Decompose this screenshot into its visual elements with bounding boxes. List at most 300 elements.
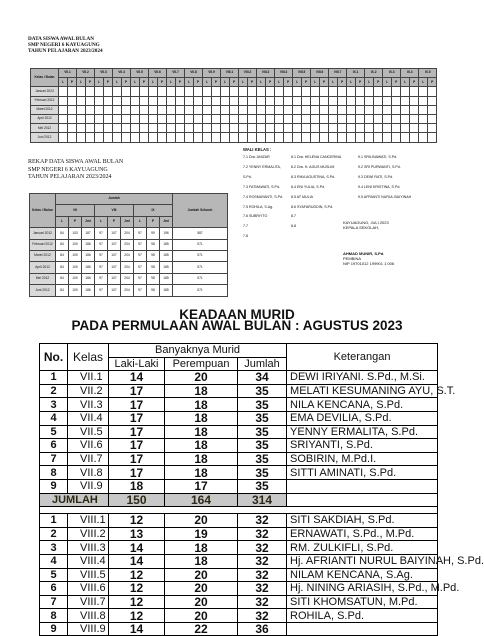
class-cell [140, 114, 149, 123]
rekap-value: 97 [134, 262, 147, 273]
class-cell [59, 124, 68, 133]
class-cell [86, 124, 95, 133]
class-cell [365, 87, 374, 96]
table-row [31, 114, 437, 123]
class-cell [365, 96, 374, 105]
row-kelas: VII.9 [68, 479, 109, 493]
class-cell [167, 96, 176, 105]
sub-header-p: P [356, 78, 365, 87]
header-jumlah: Jumlah [238, 357, 287, 371]
rekap-value: 107 [108, 285, 121, 296]
signature-nip: NIP 19701012 199901 1 006 [343, 261, 395, 266]
class-cell [149, 105, 158, 114]
class-cell [68, 96, 77, 105]
class-cell [95, 96, 104, 105]
class-cell [257, 124, 266, 133]
wali-entry: 7.8 [243, 234, 248, 239]
table-row [40, 595, 438, 609]
class-cell [239, 114, 248, 123]
class-header: VIII.7 [329, 69, 347, 78]
row-jumlah: 35 [238, 466, 287, 480]
class-cell [104, 105, 113, 114]
class-cell [428, 133, 437, 142]
jumlah-keterangan [287, 493, 438, 507]
class-cell [59, 105, 68, 114]
class-cell [113, 87, 122, 96]
class-cell [356, 124, 365, 133]
class-cell [122, 133, 131, 142]
rekap-sub-header: P [147, 216, 160, 227]
row-keterangan: DEWI IRIYANI. S.Pd., M.Si. [287, 371, 438, 385]
class-cell [257, 114, 266, 123]
sub-header-l: L [401, 78, 410, 87]
class-cell [257, 87, 266, 96]
rekap-sub-header: P [69, 216, 82, 227]
row-jumlah: 32 [238, 514, 287, 528]
class-cell [158, 96, 167, 105]
class-cell [302, 96, 311, 105]
class-cell [239, 105, 248, 114]
row-number: 2 [40, 527, 68, 541]
rekap-header [28, 159, 123, 182]
row-kelas: VIII.6 [68, 582, 109, 596]
class-cell [86, 96, 95, 105]
table-row [40, 582, 438, 596]
class-cell [248, 124, 257, 133]
class-cell [176, 96, 185, 105]
class-cell [266, 114, 275, 123]
row-laki: 17 [109, 425, 165, 439]
row-keterangan: EMA DEVILIA, S.Pd. [287, 411, 438, 425]
class-cell [383, 105, 392, 114]
row-number: 5 [40, 568, 68, 582]
wali-entry: 7.5 ROHILA, S.Ag. [243, 204, 274, 209]
class-cell [86, 133, 95, 142]
class-cell [140, 87, 149, 96]
row-laki: 12 [109, 514, 165, 528]
header-laki-laki: Laki-Laki [109, 357, 165, 371]
class-cell [302, 87, 311, 96]
class-header: VII.3 [95, 69, 113, 78]
class-cell [230, 87, 239, 96]
rekap-value: 186 [82, 273, 95, 284]
class-cell [311, 114, 320, 123]
class-cell [167, 124, 176, 133]
sub-header-p: P [302, 78, 311, 87]
class-cell [203, 114, 212, 123]
class-cell [347, 124, 356, 133]
sub-header-p: P [140, 78, 149, 87]
sub-header-l: L [167, 78, 176, 87]
class-header: VII.7 [167, 69, 185, 78]
class-cell [248, 114, 257, 123]
class-cell [68, 87, 77, 96]
class-cell [68, 114, 77, 123]
rekap-month: April 2012 [30, 262, 56, 273]
class-cell [77, 105, 86, 114]
class-cell [401, 96, 410, 105]
rekap-month: Januari 2012 [30, 228, 56, 239]
rekap-value: 97 [95, 250, 108, 261]
row-jumlah: 32 [238, 541, 287, 555]
class-cell [140, 124, 149, 133]
class-cell [86, 87, 95, 96]
row-number: 7 [40, 595, 68, 609]
wali-entry: 7.4 ROSMAYANTI, S.Pd. [243, 194, 284, 199]
table-row [40, 527, 438, 541]
spacer-row [40, 507, 438, 514]
month-label: Februari 2012 [31, 96, 59, 105]
wali-title: WALI KELAS : [243, 147, 272, 152]
class-cell [257, 96, 266, 105]
rekap-value: 185 [160, 250, 173, 261]
class-cell [140, 96, 149, 105]
class-cell [338, 87, 347, 96]
class-header: VIII.3 [257, 69, 275, 78]
row-keterangan: SOBIRIN, M.Pd.I. [287, 452, 438, 466]
table-row [31, 133, 437, 142]
row-kelas: VII.6 [68, 439, 109, 453]
class-cell [212, 105, 221, 114]
row-jumlah: 32 [238, 568, 287, 582]
class-cell [266, 87, 275, 96]
row-perempuan: 17 [165, 479, 238, 493]
month-label: Januari 2023 [31, 87, 59, 96]
class-cell [329, 133, 338, 142]
rekap-sub-header: Jml [121, 216, 134, 227]
rekap-value: 97 [134, 273, 147, 284]
table-row [40, 425, 438, 439]
class-cell [59, 87, 68, 96]
row-perempuan: 20 [165, 582, 238, 596]
rekap-value: 100 [69, 250, 82, 261]
header-perempuan: Perempuan [165, 357, 238, 371]
class-cell [131, 96, 140, 105]
table-row [40, 609, 438, 623]
class-header: VII.6 [149, 69, 167, 78]
row-laki: 12 [109, 609, 165, 623]
wali-entry: 8.6 SYAFARUDDIN, S.Pd. [291, 204, 334, 209]
row-jumlah: 32 [238, 609, 287, 623]
rekap-value: 185 [160, 273, 173, 284]
row-kelas: VIII.8 [68, 609, 109, 623]
row-number: 4 [40, 411, 68, 425]
rekap-value: 97 [134, 239, 147, 250]
class-cell [185, 87, 194, 96]
row-perempuan: 18 [165, 411, 238, 425]
sub-header-p: P [194, 78, 203, 87]
wali-entry: 7.2 YENNY ERMALITA, S.Pd. [243, 164, 281, 179]
class-cell [275, 133, 284, 142]
rekap-line1: REKAP DATA SISWA AWAL BULAN [28, 159, 124, 165]
row-laki: 14 [109, 541, 165, 555]
row-keterangan: NILAM KENCANA, S.Ag. [287, 568, 438, 582]
sub-header-p: P [104, 78, 113, 87]
row-jumlah: 35 [238, 384, 287, 398]
rekap-total-header: Jumlah Seluruh [173, 194, 228, 228]
rekap-line2: SMP NEGERI 6 KAYUAGUNG [28, 166, 108, 173]
sub-header-p: P [68, 78, 77, 87]
sub-header-l: L [113, 78, 122, 87]
row-laki: 12 [109, 568, 165, 582]
class-cell [320, 124, 329, 133]
class-cell [428, 114, 437, 123]
class-cell [104, 133, 113, 142]
class-cell [149, 87, 158, 96]
class-cell [95, 114, 104, 123]
row-keterangan [287, 479, 438, 493]
rekap-value: 571 [173, 262, 228, 273]
row-jumlah: 35 [238, 479, 287, 493]
row-number: 7 [40, 452, 68, 466]
class-header: VIII.4 [275, 69, 293, 78]
row-kelas: VII.5 [68, 425, 109, 439]
sub-header-l: L [95, 78, 104, 87]
table-row [31, 87, 437, 96]
wali-entry: 8.7 [291, 214, 296, 219]
class-cell [392, 96, 401, 105]
row-perempuan: 18 [165, 466, 238, 480]
class-cell [266, 124, 275, 133]
class-cell [428, 124, 437, 133]
row-keterangan: SITI SAKDIAH, S.Pd. [287, 514, 438, 528]
top-header [28, 36, 103, 55]
sub-header-p: P [212, 78, 221, 87]
class-cell [230, 96, 239, 105]
class-cell [221, 87, 230, 96]
class-cell [419, 87, 428, 96]
class-cell [374, 124, 383, 133]
row-perempuan: 18 [165, 541, 238, 555]
rekap-value: 98 [147, 285, 160, 296]
rekap-value: 100 [69, 285, 82, 296]
table-row [40, 466, 438, 480]
row-kelas: VIII.2 [68, 527, 109, 541]
rekap-value: 84 [56, 262, 69, 273]
table-row [30, 239, 228, 250]
row-keterangan: ERNAWATI, S.Pd., M.Pd. [287, 527, 438, 541]
header-banyaknya-murid: Banyaknya Murid [109, 344, 287, 358]
rekap-value: 97 [134, 250, 147, 261]
row-jumlah: 32 [238, 595, 287, 609]
row-keterangan: ROHILA, S.Pd. [287, 609, 438, 623]
class-cell [77, 96, 86, 105]
table-row [40, 371, 438, 385]
class-cell [410, 87, 419, 96]
class-cell [248, 96, 257, 105]
rekap-table [29, 193, 228, 297]
class-cell [311, 96, 320, 105]
class-cell [158, 87, 167, 96]
class-cell [401, 105, 410, 114]
class-cell [131, 105, 140, 114]
row-kelas: VIII.9 [68, 622, 109, 636]
row-number: 2 [40, 384, 68, 398]
class-cell [212, 87, 221, 96]
class-cell [410, 96, 419, 105]
row-keterangan: MELATI KESUMANING AYU, S.T. [287, 384, 438, 398]
row-laki: 12 [109, 595, 165, 609]
class-cell [392, 133, 401, 142]
class-cell [266, 96, 275, 105]
rekap-value: 84 [56, 285, 69, 296]
sub-header-p: P [230, 78, 239, 87]
sub-header-l: L [149, 78, 158, 87]
class-cell [374, 105, 383, 114]
class-cell [356, 96, 365, 105]
class-cell [329, 105, 338, 114]
class-cell [185, 114, 194, 123]
class-cell [185, 124, 194, 133]
class-cell [311, 87, 320, 96]
class-cell [167, 105, 176, 114]
class-cell [95, 105, 104, 114]
class-cell [347, 114, 356, 123]
rekap-value: 187 [82, 228, 95, 239]
class-cell [149, 133, 158, 142]
class-cell [212, 133, 221, 142]
class-cell [203, 96, 212, 105]
rekap-value: 107 [108, 239, 121, 250]
row-perempuan: 20 [165, 371, 238, 385]
class-cell [320, 114, 329, 123]
class-cell [212, 114, 221, 123]
rekap-group-header: IX [134, 205, 173, 216]
class-header: VII.9 [203, 69, 221, 78]
class-cell [356, 133, 365, 142]
row-number: 8 [40, 466, 68, 480]
row-keterangan: Hj. AFRIANTI NURUL BAIYINAH, S.Pd. [287, 554, 438, 568]
class-cell [167, 87, 176, 96]
rekap-month: Maret 2012 [30, 250, 56, 261]
class-cell [113, 96, 122, 105]
class-cell [59, 114, 68, 123]
rekap-value: 84 [56, 228, 69, 239]
wali-entry: 9.3 DEWI RATI, S.Pd. [358, 174, 394, 179]
sub-header-p: P [374, 78, 383, 87]
row-kelas: VII.3 [68, 398, 109, 412]
row-perempuan: 20 [165, 568, 238, 582]
class-table-label-header: Kelas / Bulan [31, 69, 59, 87]
sub-header-p: P [122, 78, 131, 87]
row-number: 4 [40, 554, 68, 568]
wali-entry: 9.5 AFRIANTI NURUL BAIYINAH [358, 194, 412, 199]
sub-header-l: L [347, 78, 356, 87]
class-cell [275, 105, 284, 114]
row-laki: 17 [109, 384, 165, 398]
wali-entry: 7.1 Dra. ANIZAR [243, 155, 270, 159]
jumlah-row [40, 493, 438, 507]
sub-header-l: L [293, 78, 302, 87]
row-perempuan: 20 [165, 595, 238, 609]
row-jumlah: 32 [238, 527, 287, 541]
class-cell [185, 133, 194, 142]
row-perempuan: 18 [165, 439, 238, 453]
rekap-value: 98 [147, 273, 160, 284]
table-row [40, 541, 438, 555]
wali-right-column [358, 153, 428, 203]
rekap-label-header: Kelas / Bulan [30, 194, 56, 228]
class-cell [284, 124, 293, 133]
sub-header-l: L [77, 78, 86, 87]
class-cell [230, 133, 239, 142]
row-number: 8 [40, 609, 68, 623]
sub-header-p: P [410, 78, 419, 87]
row-jumlah: 35 [238, 411, 287, 425]
class-cell [320, 96, 329, 105]
class-cell [176, 87, 185, 96]
class-cell [185, 96, 194, 105]
rekap-value: 204 [121, 228, 134, 239]
top-header-line1: DATA SISWA AWAL BULAN [28, 36, 94, 42]
rekap-value: 186 [82, 262, 95, 273]
header-kelas: Kelas [68, 344, 109, 371]
class-cell [275, 124, 284, 133]
class-cell [374, 114, 383, 123]
class-cell [158, 124, 167, 133]
class-cell [266, 133, 275, 142]
class-cell [401, 87, 410, 96]
rekap-value: 98 [147, 262, 160, 273]
class-cell [401, 124, 410, 133]
class-cell [221, 105, 230, 114]
class-cell [293, 96, 302, 105]
rekap-month: Februari 2012 [30, 239, 56, 250]
class-cell [410, 124, 419, 133]
class-cell [302, 133, 311, 142]
rekap-value: 100 [69, 239, 82, 250]
class-cell [203, 133, 212, 142]
class-cell [185, 105, 194, 114]
class-cell [311, 133, 320, 142]
row-jumlah: 35 [238, 439, 287, 453]
class-cell [419, 114, 428, 123]
row-kelas: VII.7 [68, 452, 109, 466]
class-cell [131, 124, 140, 133]
class-cell [230, 105, 239, 114]
class-header: VIII.6 [311, 69, 329, 78]
rekap-value: 185 [160, 239, 173, 250]
class-cell [239, 133, 248, 142]
class-cell [419, 124, 428, 133]
rekap-sub-header: L [56, 216, 69, 227]
class-cell [113, 124, 122, 133]
class-cell [86, 114, 95, 123]
rekap-jumlah-header: Jumlah [56, 194, 173, 205]
rekap-value: 97 [95, 273, 108, 284]
rekap-value: 99 [147, 228, 160, 239]
row-jumlah: 36 [238, 622, 287, 636]
class-cell [419, 105, 428, 114]
rekap-value: 97 [134, 285, 147, 296]
rekap-value: 186 [82, 285, 95, 296]
class-cell [383, 87, 392, 96]
class-cell [131, 114, 140, 123]
class-cell [176, 124, 185, 133]
class-cell [275, 96, 284, 105]
wali-entry: 8.5 AT MULIA [291, 194, 314, 199]
class-cell [158, 114, 167, 123]
rekap-value: 97 [95, 262, 108, 273]
class-cell [122, 124, 131, 133]
rekap-value: 100 [69, 273, 82, 284]
month-label: Juni 2012 [31, 133, 59, 142]
rekap-value: 97 [95, 228, 108, 239]
class-cell [338, 105, 347, 114]
row-laki: 18 [109, 479, 165, 493]
main-title: KEADAAN MURID [179, 307, 295, 322]
class-cell [320, 133, 329, 142]
